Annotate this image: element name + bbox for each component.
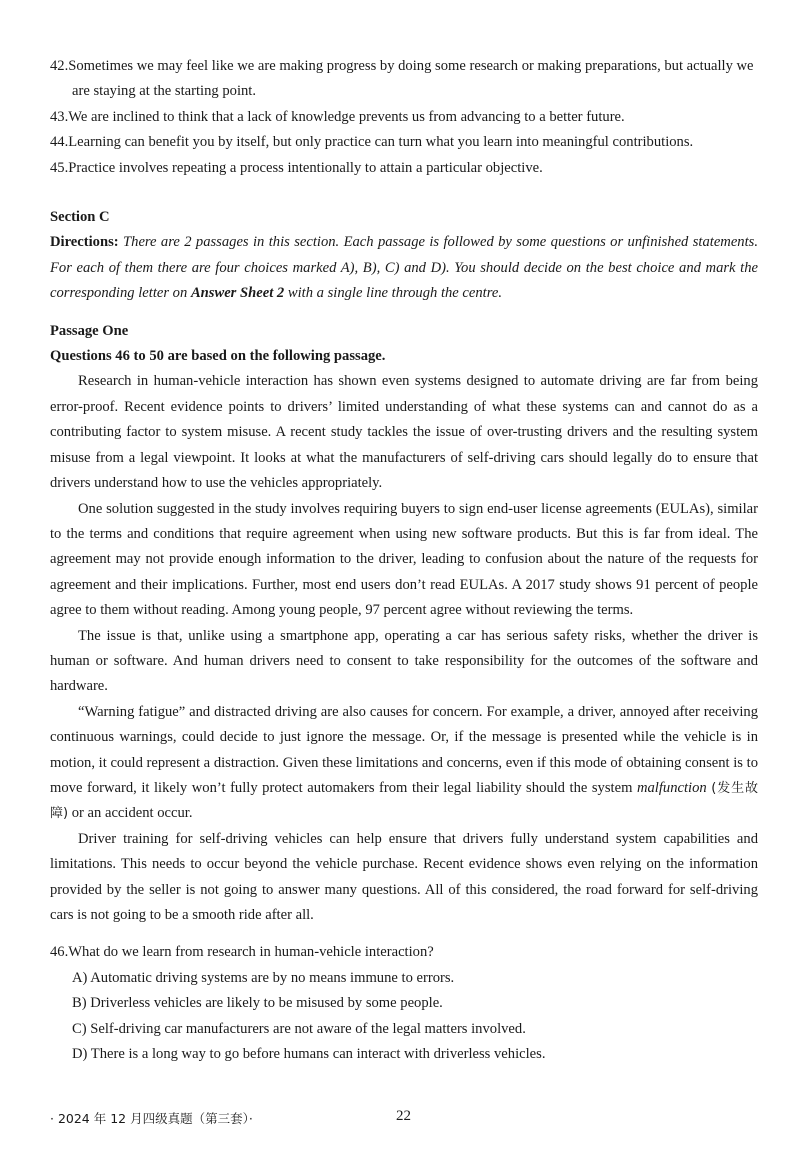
choice-b[interactable]: B) Driverless vehicles are likely to be misused by some people. <box>72 995 443 1012</box>
choice-d[interactable]: D) There is a long way to go before humans can interact with driverless vehicles. <box>72 1046 546 1063</box>
page-number: 22 <box>396 1108 411 1124</box>
statement-text: Practice involves repeating a process intentionally to attain a particular objective. <box>68 159 543 176</box>
directions-text: There are 2 passages in this section. Each passage is followed by some questions or unfinished statements. For each of them there are four choices marked A), B), C) and D). You should decide on the best choice and mark the corresponding letter on <box>50 234 758 302</box>
choice-a[interactable]: A) Automatic driving systems are by no means immune to errors. <box>72 969 455 986</box>
statement-45 <box>50 156 758 181</box>
paragraph-text: “Warning fatigue” and distracted driving are also causes for concern. For example, a driver, annoyed after receiving continuous warnings, could decide to just ignore the message. Or, if the message is presented while the vehicle is in motion, it could represent a distraction. Given these limitations and concerns, even if this mode of obtaining consent is to move forward, it likely won’t fully protect automakers from their legal liability should the system <box>50 703 758 796</box>
glossed-word: malfunction <box>636 779 707 796</box>
statement-number: 43. <box>50 108 69 125</box>
statement-43 <box>50 105 758 130</box>
chinese-gloss: (发生故障) <box>50 780 758 822</box>
previous-statements <box>50 54 758 181</box>
question-46 <box>50 940 758 1067</box>
answer-choices <box>50 966 758 1068</box>
passage-paragraph-4 <box>50 700 758 827</box>
exam-page <box>50 54 758 1067</box>
choice-c[interactable]: C) Self-driving car manufacturers are not aware of the legal matters involved. <box>72 1020 526 1037</box>
passage-paragraph-1: Research in human-vehicle interaction has shown even systems designed to automate driving are far from being error-proof. Recent evidence points to drivers’ limited understanding of what these systems can and cannot do as a contributing factor to system misuse. A recent study tackles the issue of over-trusting drivers and the resulting system misuse from a legal viewpoint. It looks at what the manufacturers of self-driving cars should legally do to ensure that drivers understand how to use the vehicles appropriately. <box>50 373 758 492</box>
passage-intro: Questions 46 to 50 are based on the following passage. <box>50 348 386 365</box>
statement-text: Sometimes we may feel like we are making progress by doing some research or making preparations, but actually we are staying at the starting point. <box>68 58 754 100</box>
statement-text: We are inclined to think that a lack of knowledge prevents us from advancing to a better future. <box>68 108 625 125</box>
statement-number: 42. <box>50 58 69 74</box>
directions-label: Directions: <box>50 234 119 251</box>
footer-exam-label: · 2024 年 12 月四级真题（第三套）· <box>50 1111 253 1126</box>
passage-title: Passage One <box>50 322 129 339</box>
passage-paragraph-5: Driver training for self-driving vehicles can help ensure that drivers fully understand system capabilities and limitations. This needs to occur beyond the vehicle purchase. Recent evidence shows even relying on the information provided by the seller is not going to answer many questions. All of this considered, the road forward for self-driving cars is not going to be a smooth ride after all. <box>50 830 758 923</box>
answer-sheet-label: Answer Sheet 2 <box>190 285 285 302</box>
directions-text-end: with a single line through the centre. <box>287 285 503 302</box>
statement-text: Learning can benefit you by itself, but only practice can turn what you learn into meaningful contributions. <box>68 134 694 151</box>
section-directions <box>50 230 758 306</box>
paragraph-text-end: or an accident occur. <box>71 805 193 822</box>
question-stem <box>50 940 758 965</box>
question-text: What do we learn from research in human-vehicle interaction? <box>68 944 434 961</box>
passage-paragraph-2: One solution suggested in the study involves requiring buyers to sign end-user license agreements (EULAs), similar to the terms and conditions that require agreement when using new software products. But this is far from ideal. The agreement may not provide enough information to the driver, leading to confusion about the nature of the requests for agreement and their implications. Further, most end users don’t read EULAs. A 2017 study shows 91 percent of people agree to them without reading. Among young people, 97 percent agree without reviewing the terms. <box>50 500 758 619</box>
statement-number: 44. <box>50 134 69 151</box>
question-number: 46. <box>50 944 69 961</box>
section-title: Section C <box>50 209 110 226</box>
passage-paragraph-3: The issue is that, unlike using a smartphone app, operating a car has serious safety risks, whether the driver is human or software. And human drivers need to consent to take responsibility for the outcomes of the software and hardware. <box>50 627 758 695</box>
statement-42 <box>50 54 758 105</box>
statement-44 <box>50 130 758 155</box>
statement-number: 45. <box>50 159 69 176</box>
